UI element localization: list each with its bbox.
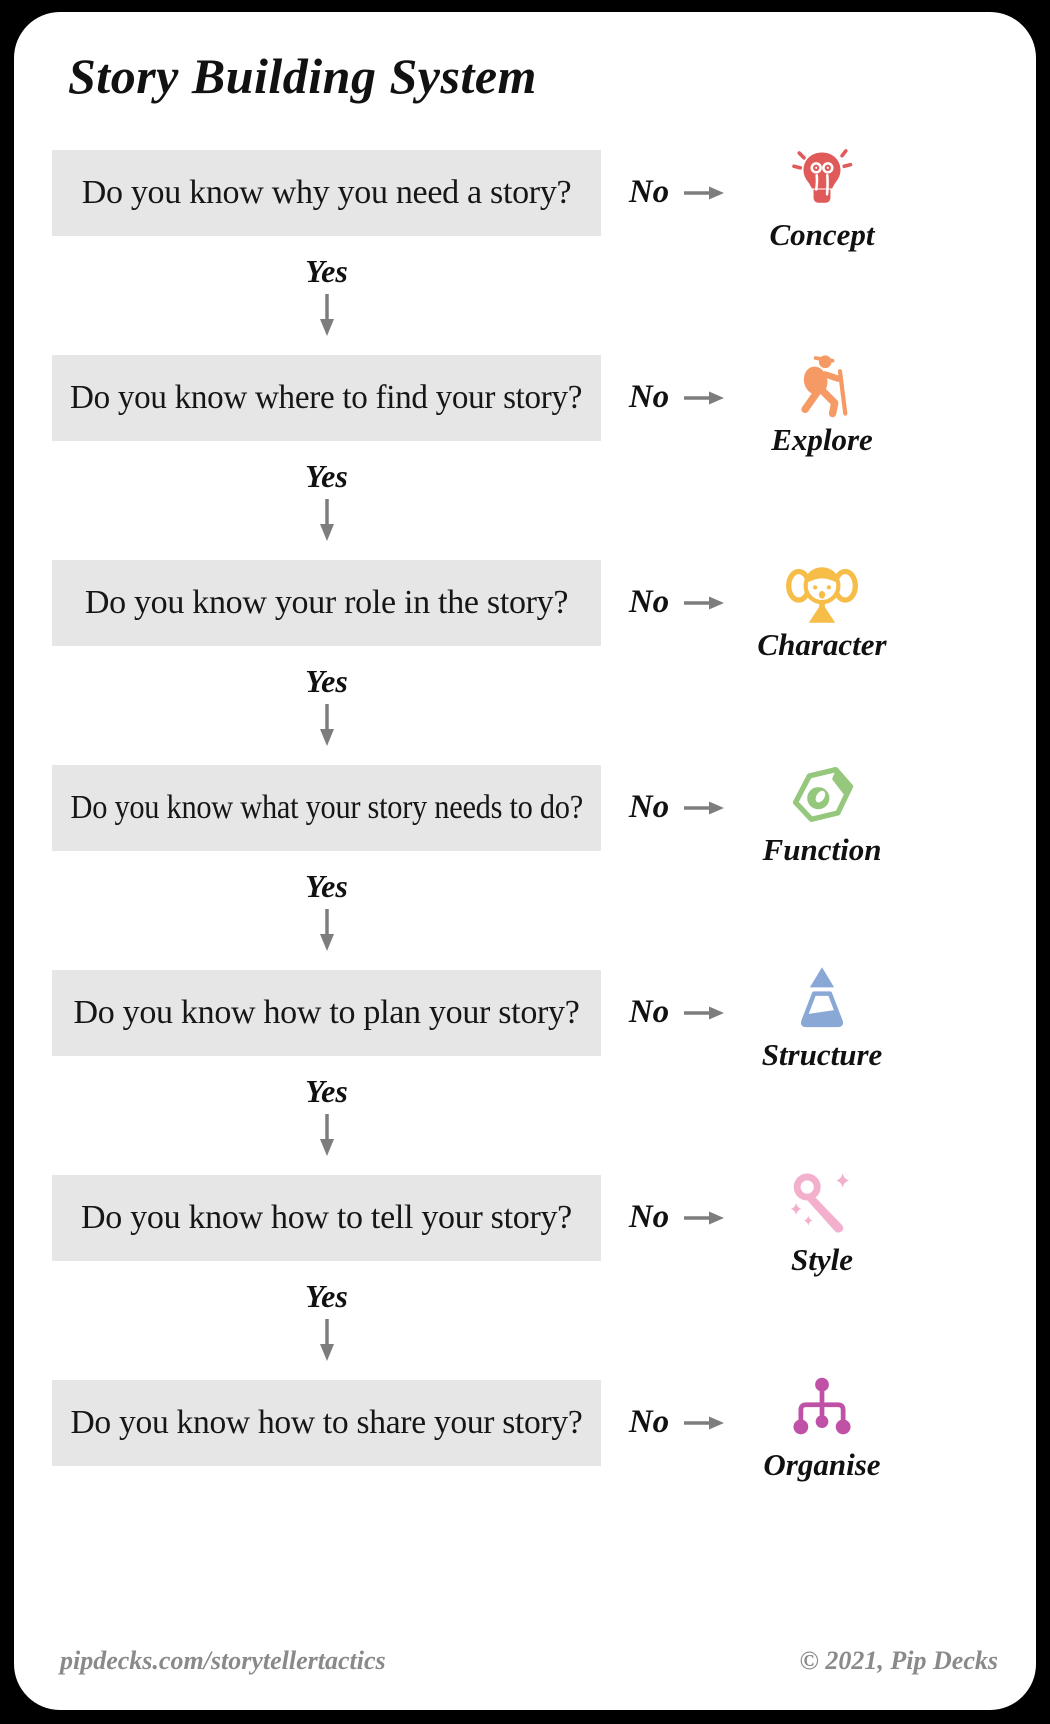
category-label: Concept [769,216,875,252]
down-arrow-icon [318,909,336,951]
question-text: Do you know what your story needs to do? [70,788,583,826]
question-text: Do you know how to plan your story? [73,993,580,1031]
down-arrow-icon [318,294,336,336]
no-label: No [628,789,670,825]
question-box [52,560,601,646]
no-label: No [628,379,670,415]
category-group [737,143,907,252]
yes-label: Yes [305,662,348,699]
question-box [52,355,601,441]
question-text: Do you know how to tell your story? [81,1198,572,1236]
no-label: No [628,1404,670,1440]
question-text: Do you know where to find your story? [70,378,583,416]
lightbulb-idea-icon [785,143,859,217]
question-text: Do you know your role in the story? [84,583,569,621]
hex-nut-icon [785,758,859,832]
org-chart-icon [785,1373,859,1447]
category-label: Character [757,626,887,662]
category-label: Organise [763,1446,881,1482]
question-box [52,765,601,851]
no-label: No [628,584,670,620]
yes-connector [52,441,601,560]
category-label: Function [762,831,882,867]
right-arrow-icon [684,1005,724,1021]
right-arrow-icon [684,1210,724,1226]
yes-connector [52,236,601,355]
yes-label: Yes [305,1072,348,1109]
question-box [52,1380,601,1466]
category-label: Structure [761,1036,883,1072]
yes-label: Yes [305,867,348,904]
pyramid-icon [785,963,859,1037]
category-group [737,758,907,867]
makeup-brush-icon [785,1168,859,1242]
hiker-icon [785,348,859,422]
category-group [737,553,907,662]
category-group [737,348,907,457]
down-arrow-icon [318,499,336,541]
question-box [52,150,601,236]
flow-step [52,150,998,252]
down-arrow-icon [318,1114,336,1156]
yes-connector [52,1056,601,1175]
page-title: Story Building System [68,48,537,104]
category-group [737,963,907,1072]
yes-connector [52,851,601,970]
down-arrow-icon [318,704,336,746]
category-group [737,1168,907,1277]
category-group [737,1373,907,1482]
question-text: Do you know how to share your story? [70,1403,583,1441]
footer-copyright: © 2021, Pip Decks [799,1646,998,1675]
yes-label: Yes [305,252,348,289]
right-arrow-icon [684,185,724,201]
category-label: Style [791,1241,853,1277]
flow-step [52,1175,998,1277]
flow-step [52,1380,998,1482]
flow-step [52,765,998,867]
right-arrow-icon [684,595,724,611]
flow-step [52,355,998,457]
person-face-icon [785,553,859,627]
yes-label: Yes [305,1277,348,1314]
question-box [52,970,601,1056]
footer [52,1646,998,1676]
yes-connector [52,1261,601,1380]
flow-step [52,560,998,662]
down-arrow-icon [318,1319,336,1361]
question-box [52,1175,601,1261]
no-label: No [628,174,670,210]
category-label: Explore [771,421,873,457]
no-label: No [628,1199,670,1235]
card [14,12,1036,1710]
no-label: No [628,994,670,1030]
flow-step [52,970,998,1072]
right-arrow-icon [684,1415,724,1431]
footer-url: pipdecks.com/storytellertactics [60,1646,386,1675]
right-arrow-icon [684,800,724,816]
right-arrow-icon [684,390,724,406]
yes-connector [52,646,601,765]
yes-label: Yes [305,457,348,494]
question-text: Do you know why you need a story? [81,173,572,211]
